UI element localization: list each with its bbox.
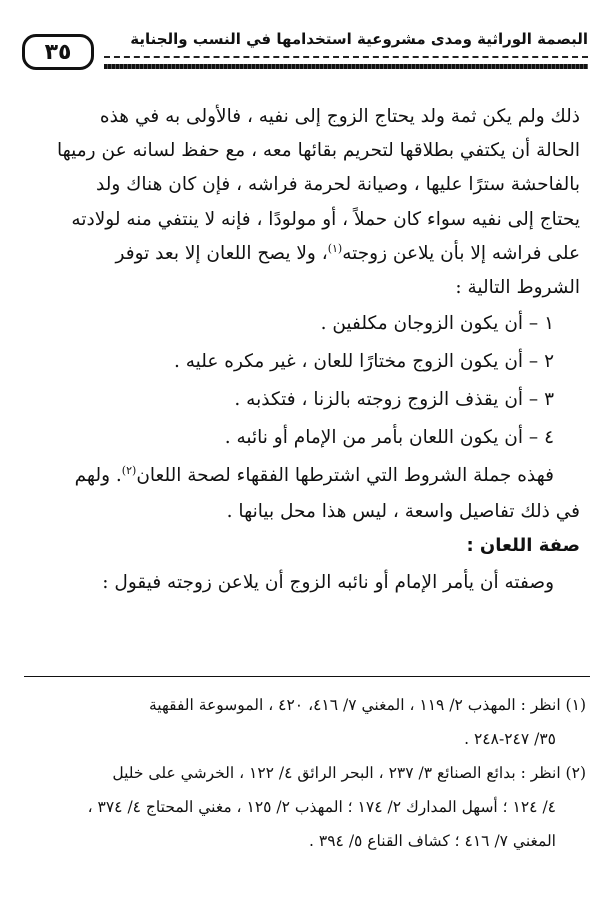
- footnote-line: المغني ٧/ ٤١٦ ؛ كشاف القناع ٥/ ٣٩٤ .: [309, 832, 556, 850]
- text-line: بالفاحشة سترًا عليها ، وصيانة لحرمة فراشه ، فإن كان هناك ولد: [96, 174, 580, 196]
- footnote-separator: [24, 676, 590, 677]
- footnote-line: ٤/ ١٢٤ ؛ أسهل المدارك ٢/ ١٧٤ ؛ المهذب ٢/ ١٢٥ ، مغني المحتاج ٤/ ٣٧٤ ،: [87, 798, 556, 816]
- page-header: [22, 28, 588, 78]
- text-line: ذلك ولم يكن ثمة ولد يحتاج الزوج إلى نفيه ، فالأولى به في هذه: [99, 106, 580, 127]
- text-line: في ذلك تفاصيل واسعة ، ليس هذا محل بيانها .: [226, 501, 580, 523]
- header-dashed-rule: [104, 56, 588, 58]
- text-segment: . ولهم: [74, 465, 122, 487]
- footnote-ref: (١): [327, 241, 343, 255]
- text-line: [34, 457, 580, 495]
- text-segment: على فراشه إلا بأن يلاعن زوجته: [342, 242, 580, 264]
- condition-item: ١ – أن يكون الزوجان مكلفين .: [320, 313, 554, 335]
- running-title: البصمة الوراثية ومدى مشروعية استخدامها في النسب والجناية: [130, 30, 588, 48]
- condition-item: ٣ – أن يقذف الزوج زوجته بالزنا ، فتكذبه .: [234, 389, 554, 411]
- footnote-line: (٢) انظر : بدائع الصنائع ٣/ ٢٣٧ ، البحر الرائق ٤/ ١٢٢ ، الخرشي على خليل: [112, 764, 586, 782]
- footnote-ref: (٢): [121, 464, 137, 478]
- text-line: [34, 237, 580, 271]
- section-heading: صفة اللعان :: [466, 535, 580, 557]
- header-thick-rule: [104, 64, 588, 69]
- text-segment: ، ولا يصح اللعان إلا بعد توفر: [115, 242, 328, 264]
- text-line: الحالة أن يكتفي بطلاقها لتحريم بقائها معه ، مع حفظ لسانه عن رميها: [57, 140, 580, 162]
- footnote-line: ٣٥/ ٢٤٧-٢٤٨ .: [464, 730, 556, 748]
- text-line: وصفته أن يأمر الإمام أو نائبه الزوج أن يلاعن زوجته فيقول :: [102, 571, 554, 593]
- condition-item: ٢ – أن يكون الزوج مختارًا للعان ، غير مكره عليه .: [173, 351, 554, 373]
- condition-item: ٤ – أن يكون اللعان بأمر من الإمام أو نائبه .: [224, 427, 554, 449]
- text-segment: فهذه جملة الشروط التي اشترطها الفقهاء لصحة اللعان: [136, 465, 554, 487]
- text-line: يحتاج إلى نفيه سواء كان حملاً ، أو مولودًا ، فإنه لا ينتفي منه لولادته: [71, 208, 580, 230]
- page-number: ٣٥: [22, 34, 94, 70]
- footnotes: [20, 690, 586, 860]
- text-line: الشروط التالية :: [455, 277, 580, 299]
- footnote-line: (١) انظر : المهذب ٢/ ١١٩ ، المغني ٧/ ٤١٦، ٤٢٠ ، الموسوعة الفقهية: [148, 696, 586, 714]
- main-text: [34, 100, 580, 602]
